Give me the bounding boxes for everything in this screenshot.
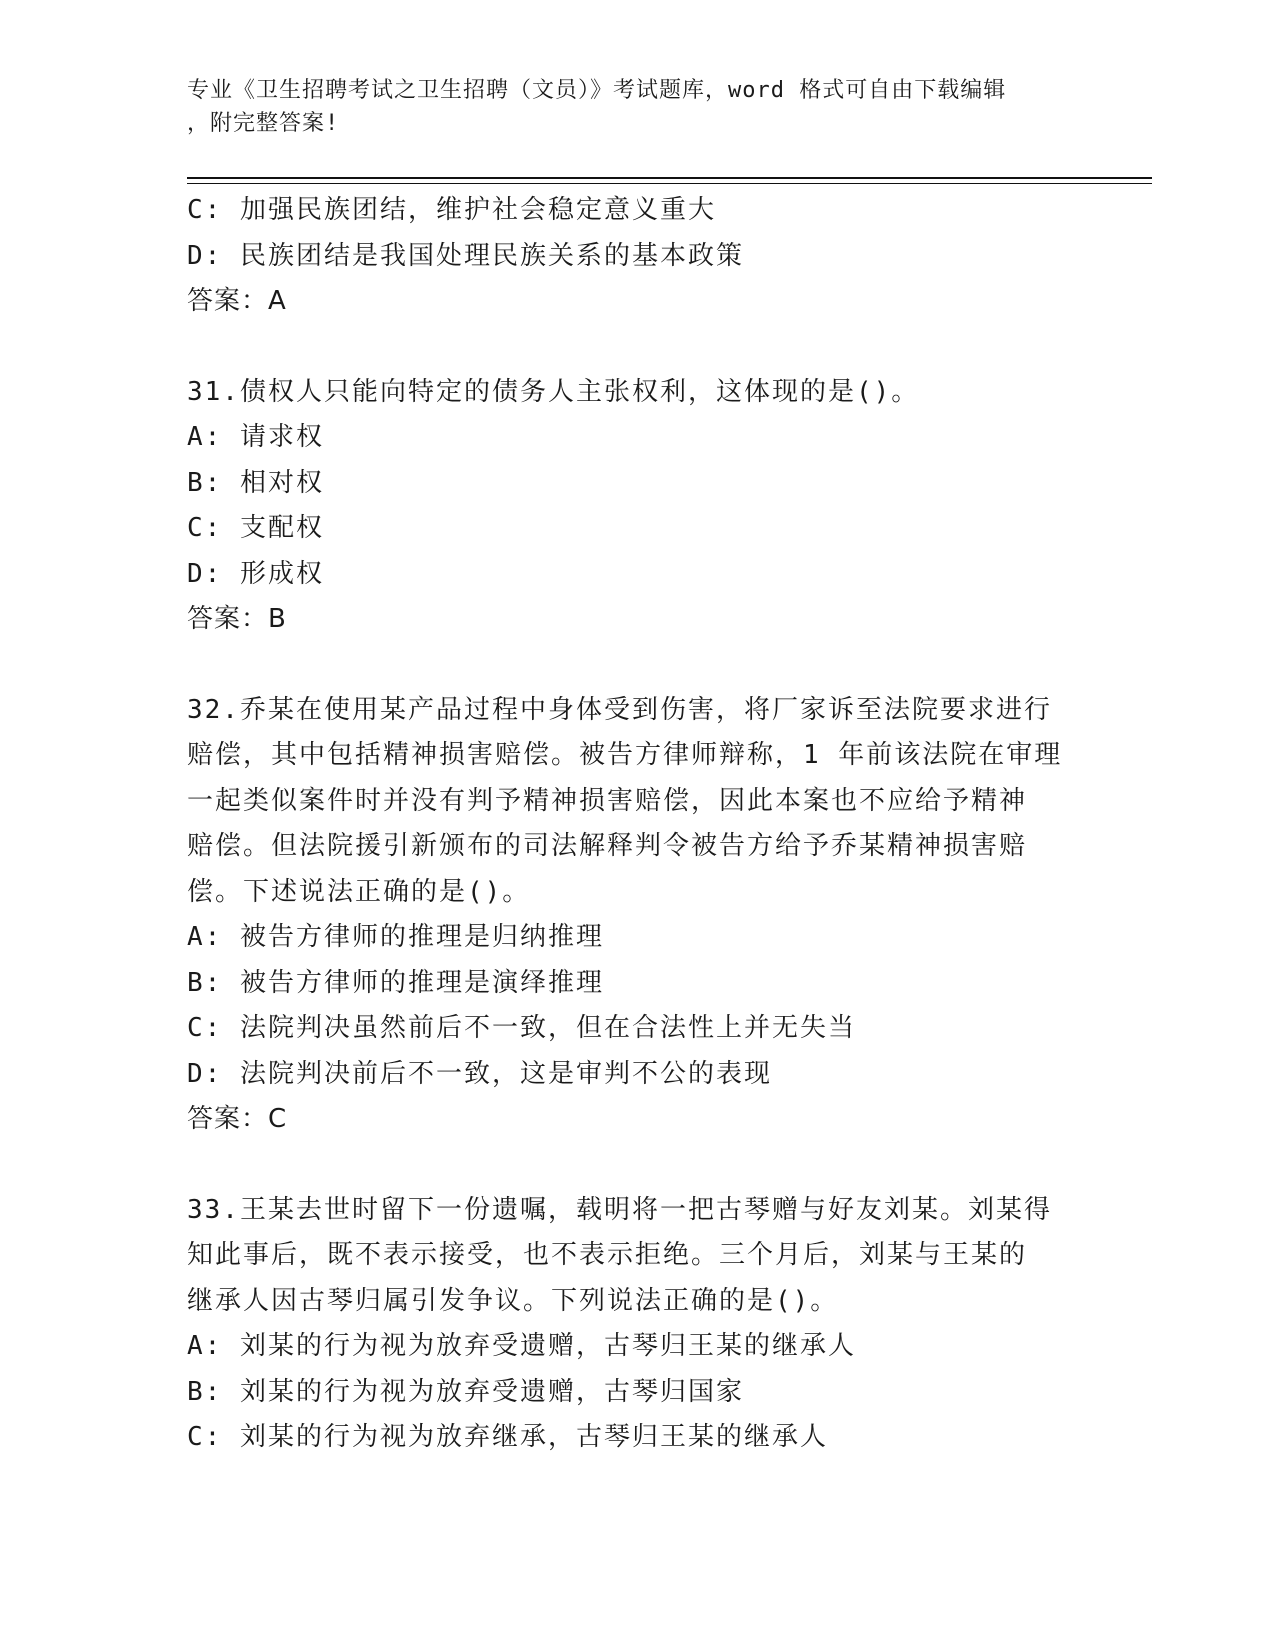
question-31 <box>187 370 1087 643</box>
option-letter: C: <box>187 1422 223 1452</box>
question-text-line: 偿。下述说法正确的是()。 <box>187 876 531 907</box>
option-d <box>187 234 1087 280</box>
option-letter: C: <box>187 1013 223 1043</box>
option-c <box>187 506 1087 552</box>
option-b <box>187 1370 1087 1416</box>
option-letter: D: <box>187 558 223 589</box>
option-b <box>187 961 1087 1007</box>
question-text-line: 继承人因古琴归属引发争议。下列说法正确的是()。 <box>187 1285 839 1316</box>
spacer <box>187 643 1087 688</box>
header-line-1: 专业《卫生招聘考试之卫生招聘（文员）》考试题库，word 格式可自由下载编辑 <box>187 78 1007 103</box>
question-33 <box>187 1188 1087 1461</box>
option-text: 请求权 <box>239 422 324 452</box>
question-32 <box>187 688 1087 1143</box>
option-text: 刘某的行为视为放弃继承，古琴归王某的继承人 <box>239 1422 828 1452</box>
option-d <box>187 1052 1087 1098</box>
option-text: 加强民族团结，维护社会稳定意义重大 <box>239 195 716 225</box>
option-text: 支配权 <box>239 513 324 543</box>
header-rule-thin <box>187 183 1152 184</box>
question-text-line: 32.乔某在使用某产品过程中身体受到伤害，将厂家诉至法院要求进行 <box>187 694 1052 725</box>
option-letter: B: <box>187 467 223 498</box>
question-text-line: 知此事后，既不表示接受，也不表示拒绝。三个月后，刘某与王某的 <box>187 1240 1028 1270</box>
option-c <box>187 188 1087 234</box>
option-letter: A: <box>187 1331 223 1361</box>
option-letter: C: <box>187 513 223 543</box>
option-d <box>187 552 1087 598</box>
option-text: 刘某的行为视为放弃受遗赠，古琴归国家 <box>239 1376 744 1407</box>
question-text: 31.债权人只能向特定的债务人主张权利，这体现的是()。 <box>187 376 920 407</box>
option-letter: A: <box>187 922 223 952</box>
option-b <box>187 461 1087 507</box>
answer-line: 答案：B <box>187 604 287 634</box>
option-a <box>187 915 1087 961</box>
option-text: 法院判决虽然前后不一致，但在合法性上并无失当 <box>239 1013 856 1043</box>
question-text-line: 一起类似案件时并没有判予精神损害赔偿，因此本案也不应给予精神 <box>187 785 1028 816</box>
answer-line: 答案：C <box>187 1104 288 1134</box>
option-letter: A: <box>187 422 223 452</box>
option-letter: C: <box>187 195 223 225</box>
question-text-line: 33.王某去世时留下一份遗嘱，载明将一把古琴赠与好友刘某。刘某得 <box>187 1194 1052 1225</box>
document-body <box>187 188 1087 1461</box>
option-a <box>187 1324 1087 1370</box>
option-letter: D: <box>187 240 223 271</box>
option-text: 民族团结是我国处理民族关系的基本政策 <box>239 240 744 271</box>
option-c <box>187 1415 1087 1461</box>
option-text: 形成权 <box>239 558 324 589</box>
header-line-2: ，附完整答案! <box>187 111 340 136</box>
answer-line: 答案：A <box>187 286 287 316</box>
spacer <box>187 325 1087 370</box>
option-text: 被告方律师的推理是演绎推理 <box>239 967 604 998</box>
document-header <box>187 74 1067 140</box>
option-text: 法院判决前后不一致，这是审判不公的表现 <box>239 1058 772 1089</box>
option-text: 相对权 <box>239 467 324 498</box>
spacer <box>187 1143 1087 1188</box>
question-text-line: 赔偿。但法院援引新颁布的司法解释判令被告方给予乔某精神损害赔 <box>187 831 1028 861</box>
option-text: 被告方律师的推理是归纳推理 <box>239 922 604 952</box>
prev-question <box>187 188 1087 325</box>
option-c <box>187 1006 1087 1052</box>
option-letter: D: <box>187 1058 223 1089</box>
question-text-line: 赔偿，其中包括精神损害赔偿。被告方律师辩称，1 年前该法院在审理 <box>187 740 1063 770</box>
option-letter: B: <box>187 967 223 998</box>
option-text: 刘某的行为视为放弃受遗赠，古琴归王某的继承人 <box>239 1331 856 1361</box>
header-rule-thick <box>187 177 1152 179</box>
option-letter: B: <box>187 1376 223 1407</box>
option-a <box>187 415 1087 461</box>
